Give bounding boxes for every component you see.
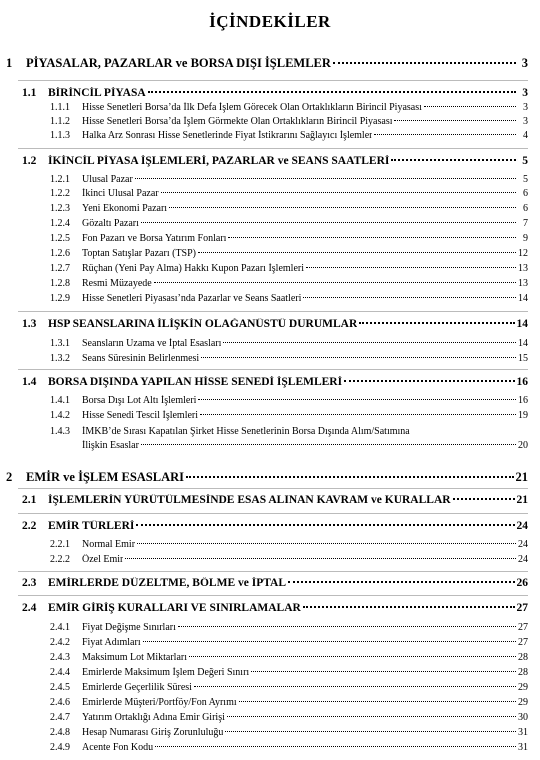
toc-entry-title: Emirlerde Maksimum İşlem Değeri Sınırı: [82, 667, 250, 678]
toc-entry-page: 19: [518, 410, 528, 421]
toc-entry-title: Ulusal Pazar: [82, 174, 133, 185]
toc-entry-title: EMİR TÜRLERİ: [48, 520, 135, 532]
dot-leader: [453, 497, 515, 500]
toc-entry-title: EMİR GİRİŞ KURALLARI VE SINIRLAMALAR: [48, 602, 301, 614]
toc-entry[interactable]: [22, 87, 528, 99]
toc-entry-page: 24: [518, 554, 528, 565]
toc-entry[interactable]: [50, 622, 528, 633]
toc-entry-page: 12: [518, 248, 528, 259]
toc-entry[interactable]: [50, 682, 528, 693]
dot-leader: [424, 105, 516, 107]
toc-entry-page: 29: [518, 682, 528, 693]
toc-entry-title: Resmi Müzayede: [82, 278, 152, 289]
section-divider: [18, 369, 528, 370]
toc-entry-title: Acente Fon Kodu: [82, 742, 154, 753]
toc-entry-page: 9: [523, 233, 528, 244]
dot-leader: [394, 119, 516, 121]
dot-leader: [303, 296, 516, 298]
toc-entry-page: 3: [523, 116, 528, 127]
toc-entry-number: 2.1: [22, 494, 37, 506]
toc-entry-page: 7: [523, 218, 528, 229]
toc-entry-page: 27: [518, 622, 528, 633]
toc-entry[interactable]: [50, 278, 528, 289]
toc-entry[interactable]: [50, 116, 528, 127]
toc-entry-page: 16: [518, 395, 528, 406]
toc-entry-number: 1.2.7: [50, 263, 70, 274]
toc-entry-page: 16: [516, 376, 528, 388]
toc-entry[interactable]: [50, 554, 528, 565]
toc-entry-number: 1.2.5: [50, 233, 70, 244]
toc-entry-title: Hesap Numarası Giriş Zorunluluğu: [82, 727, 224, 738]
toc-entry[interactable]: [22, 602, 528, 614]
toc-entry-number: 2.4.2: [50, 637, 70, 648]
toc-entry[interactable]: [22, 376, 528, 388]
toc-entry[interactable]: [50, 539, 528, 550]
toc-entry-title: Maksimum Lot Miktarları: [82, 652, 187, 663]
dot-leader: [227, 715, 516, 717]
dot-leader: [154, 281, 516, 283]
toc-entry-number: 1.3: [22, 318, 37, 330]
toc-entry-title: Normal Emir: [82, 539, 136, 550]
toc-entry-title: Emirlerde Geçerlilik Süresi: [82, 682, 192, 693]
toc-entry-number: 1.3.2: [50, 353, 70, 364]
toc-entry-number: 2.4.5: [50, 682, 70, 693]
dot-leader: [143, 640, 516, 642]
toc-entry-page: 3: [523, 102, 528, 113]
toc-entry-number: 1.4: [22, 376, 37, 388]
dot-leader: [333, 61, 516, 64]
toc-entry-number: 1.1: [22, 87, 37, 99]
dot-leader: [200, 413, 516, 415]
toc-entry[interactable]: [50, 203, 528, 214]
toc-entry[interactable]: [50, 697, 528, 708]
toc-entry-page: 3: [522, 87, 528, 99]
toc-entry-title: Seansların Uzama ve İptal Esasları: [82, 338, 222, 349]
toc-entry[interactable]: [50, 174, 528, 185]
toc-entry[interactable]: [50, 395, 528, 406]
toc-entry[interactable]: [50, 353, 528, 364]
toc-entry-number: 1: [6, 56, 13, 70]
toc-entry-title: Halka Arz Sonrası Hisse Senetlerinde Fiyat İstikrarını Sağlayıcı İşlemler: [82, 130, 373, 141]
toc-entry-page: 14: [516, 318, 528, 330]
toc-entry-title: Toptan Satışlar Pazarı (TSP): [82, 248, 196, 259]
toc-entry-title: PİYASALAR, PAZARLAR ve BORSA DIŞI İŞLEMLER: [26, 56, 331, 70]
toc-entry-page: 28: [518, 652, 528, 663]
dot-leader: [198, 398, 516, 400]
toc-entry[interactable]: [50, 263, 528, 274]
dot-leader: [194, 685, 516, 687]
toc-entry-number: 1.2: [22, 155, 37, 167]
toc-entry-title: BORSA DIŞINDA YAPILAN HİSSE SENEDİ İŞLEMLERİ: [48, 376, 343, 388]
dot-leader: [198, 251, 516, 253]
toc-entry[interactable]: [50, 426, 528, 437]
toc-entry-page: 6: [523, 188, 528, 199]
toc-entry[interactable]: [50, 742, 528, 753]
toc-entry-title: Hisse Senetleri Borsa’da İlk Defa İşlem Görecek Olan Ortaklıkların Birincil Piyasası: [82, 102, 422, 113]
toc-entry-page: 31: [518, 742, 528, 753]
toc-entry-page: 4: [523, 130, 528, 141]
toc-entry-page: 13: [518, 263, 528, 274]
toc-entry-number: 1.3.1: [50, 338, 70, 349]
toc-entry-number: 1.4.1: [50, 395, 70, 406]
toc-entry[interactable]: [22, 494, 528, 506]
dot-leader: [186, 475, 513, 478]
toc-entry-title: İkinci Ulusal Pazar: [82, 188, 159, 199]
dot-leader: [303, 605, 515, 608]
toc-entry-page: 24: [516, 520, 528, 532]
toc-entry-page: 3: [521, 56, 528, 70]
toc-entry[interactable]: [50, 667, 528, 678]
dot-leader: [141, 221, 516, 223]
dot-leader: [135, 177, 516, 179]
dot-leader: [359, 321, 514, 324]
toc-entry-title: Hisse Senetleri Piyasası’nda Pazarlar ve Seans Saatleri: [82, 293, 302, 304]
dot-leader: [137, 542, 516, 544]
section-divider: [18, 571, 528, 572]
toc-entry[interactable]: [50, 248, 528, 259]
toc-entry-page: 27: [516, 602, 528, 614]
toc-entry-title: Yatırım Ortaklığı Adına Emir Girişi: [82, 712, 225, 723]
toc-entry-page: 14: [518, 293, 528, 304]
dot-leader: [223, 341, 516, 343]
toc-entry-number: 1.2.9: [50, 293, 70, 304]
toc-entry-page: 28: [518, 667, 528, 678]
toc-entry-number: 1.1.3: [50, 130, 70, 141]
dot-leader: [189, 655, 516, 657]
toc-entry-page: 6: [523, 203, 528, 214]
toc-entry[interactable]: [50, 130, 528, 141]
section-divider: [18, 595, 528, 596]
toc-entry-title-cont: İlişkin Esaslar: [82, 440, 139, 451]
toc-entry-number: 2.2.1: [50, 539, 70, 550]
toc-entry-title: Gözaltı Pazarı: [82, 218, 139, 229]
toc-entry-title: Hisse Senedi Tescil İşlemleri: [82, 410, 199, 421]
toc-entry-number: 1.1.1: [50, 102, 70, 113]
toc-entry-number: 1.2.8: [50, 278, 70, 289]
toc-entry-number: 2.4.3: [50, 652, 70, 663]
toc-entry-title: Yeni Ekonomi Pazarı: [82, 203, 168, 214]
toc-entry[interactable]: [22, 577, 528, 589]
toc-entry-number: 2.4.6: [50, 697, 70, 708]
toc-entry-page: 24: [518, 539, 528, 550]
dot-leader: [125, 557, 516, 559]
toc-entry[interactable]: [50, 652, 528, 663]
toc-entry-number: 2.4.7: [50, 712, 70, 723]
toc-entry-page: 5: [523, 174, 528, 185]
toc-entry-page: 13: [518, 278, 528, 289]
toc-entry[interactable]: [6, 56, 528, 71]
toc-entry-title: Fiyat Değişme Sınırları: [82, 622, 176, 633]
toc-entry[interactable]: [50, 637, 528, 648]
toc-entry[interactable]: [50, 712, 528, 723]
toc-entry-number: 2.4.4: [50, 667, 70, 678]
toc-entry[interactable]: [50, 218, 528, 229]
section-divider: [18, 80, 528, 81]
toc-entry-page: 29: [518, 697, 528, 708]
dot-leader: [306, 266, 516, 268]
toc-entry-continuation[interactable]: [82, 440, 528, 451]
dot-leader: [251, 670, 516, 672]
toc-entry-title: Borsa Dışı Lot Altı İşlemleri: [82, 395, 197, 406]
dot-leader: [239, 700, 516, 702]
toc-entry-title: İKİNCİL PİYASA İŞLEMLERİ, PAZARLAR ve SEANS SAATLERİ: [48, 155, 390, 167]
dot-leader: [344, 379, 514, 382]
toc-entry-title: Hisse Senetleri Borsa’da İşlem Görmekte Olan Ortaklıkların Birincil Piyasası: [82, 116, 393, 127]
toc-entry-title: Özel Emir: [82, 554, 124, 565]
section-divider: [18, 513, 528, 514]
toc-entry-number: 1.2.1: [50, 174, 70, 185]
toc-entry[interactable]: [50, 233, 528, 244]
toc-entry-title: HSP SEANSLARINA İLİŞKİN OLAĞANÜSTÜ DURUMLAR: [48, 318, 358, 330]
dot-leader: [225, 730, 516, 732]
toc-entry-title: İŞLEMLERİN YÜRÜTÜLMESİNDE ESAS ALINAN KAVRAM ve KURALLAR: [48, 494, 451, 506]
section-divider: [18, 311, 528, 312]
dot-leader: [391, 158, 516, 161]
toc-entry-page: 15: [518, 353, 528, 364]
toc-entry-number: 2.2.2: [50, 554, 70, 565]
toc-entry-title: BİRİNCİL PİYASA: [48, 87, 146, 99]
toc-entry-title: Fiyat Adımları: [82, 637, 141, 648]
toc-entry-title: Emirlerde Müşteri/Portföy/Fon Ayrımı: [82, 697, 237, 708]
toc-entry-title: Rüçhan (Yeni Pay Alma) Hakkı Kupon Pazarı İşlemleri: [82, 263, 304, 274]
dot-leader: [169, 206, 516, 208]
dot-leader: [288, 580, 514, 583]
toc-entry-number: 1.4.2: [50, 410, 70, 421]
toc-entry[interactable]: [22, 318, 528, 330]
toc-entry-number: 1.2.6: [50, 248, 70, 259]
toc-entry-number: 1.4.3: [50, 426, 70, 437]
toc-entry-number: 1.1.2: [50, 116, 70, 127]
toc-entry-number: 2: [6, 470, 13, 484]
toc-entry-number: 2.4.9: [50, 742, 70, 753]
toc-entry[interactable]: [50, 102, 528, 113]
toc-entry-page: 26: [516, 577, 528, 589]
toc-entry-number: 1.2.3: [50, 203, 70, 214]
toc-entry-page: 21: [516, 494, 528, 506]
toc-entry[interactable]: [22, 520, 528, 532]
dot-leader: [141, 443, 516, 445]
toc-entry-number: 2.4.8: [50, 727, 70, 738]
toc-entry[interactable]: [50, 293, 528, 304]
toc-entry-page: 5: [522, 155, 528, 167]
dot-leader: [148, 90, 516, 93]
toc-entry-title: EMİRLERDE DÜZELTME, BÖLME ve İPTAL: [48, 577, 287, 589]
toc-entry[interactable]: [6, 470, 528, 485]
section-divider: [18, 488, 528, 489]
toc-entry[interactable]: [50, 410, 528, 421]
dot-leader: [374, 133, 516, 135]
toc-entry[interactable]: [50, 338, 528, 349]
toc-entry[interactable]: [50, 727, 528, 738]
toc-entry-title: İMKB’de Sırası Kapatılan Şirket Hisse Senetlerinin Borsa Dışında Alım/Satımına: [82, 426, 410, 437]
toc-entry-number: 2.2: [22, 520, 37, 532]
toc-entry-page: 20: [518, 440, 528, 451]
toc-entry-page: 14: [518, 338, 528, 349]
toc-entry-number: 1.2.4: [50, 218, 70, 229]
dot-leader: [136, 523, 514, 526]
toc-entry-title: EMİR ve İŞLEM ESASLARI: [26, 470, 185, 484]
toc-entry-page: 21: [515, 470, 528, 484]
dot-leader: [201, 356, 516, 358]
toc-entry-page: 30: [518, 712, 528, 723]
toc-entry-number: 2.3: [22, 577, 37, 589]
toc-entry-number: 2.4.1: [50, 622, 70, 633]
page-title: İÇİNDEKİLER: [209, 12, 331, 31]
toc-entry-page: 27: [518, 637, 528, 648]
toc-entry-number: 1.2.2: [50, 188, 70, 199]
dot-leader: [155, 745, 516, 747]
section-divider: [18, 148, 528, 149]
toc-entry-page: 31: [518, 727, 528, 738]
toc-entry-title: Seans Süresinin Belirlenmesi: [82, 353, 200, 364]
toc-entry[interactable]: [50, 188, 528, 199]
dot-leader: [228, 236, 516, 238]
dot-leader: [161, 191, 516, 193]
toc-entry-number: 2.4: [22, 602, 37, 614]
toc-entry-title: Fon Pazarı ve Borsa Yatırım Fonları: [82, 233, 227, 244]
dot-leader: [178, 625, 516, 627]
toc-entry[interactable]: [22, 155, 528, 167]
